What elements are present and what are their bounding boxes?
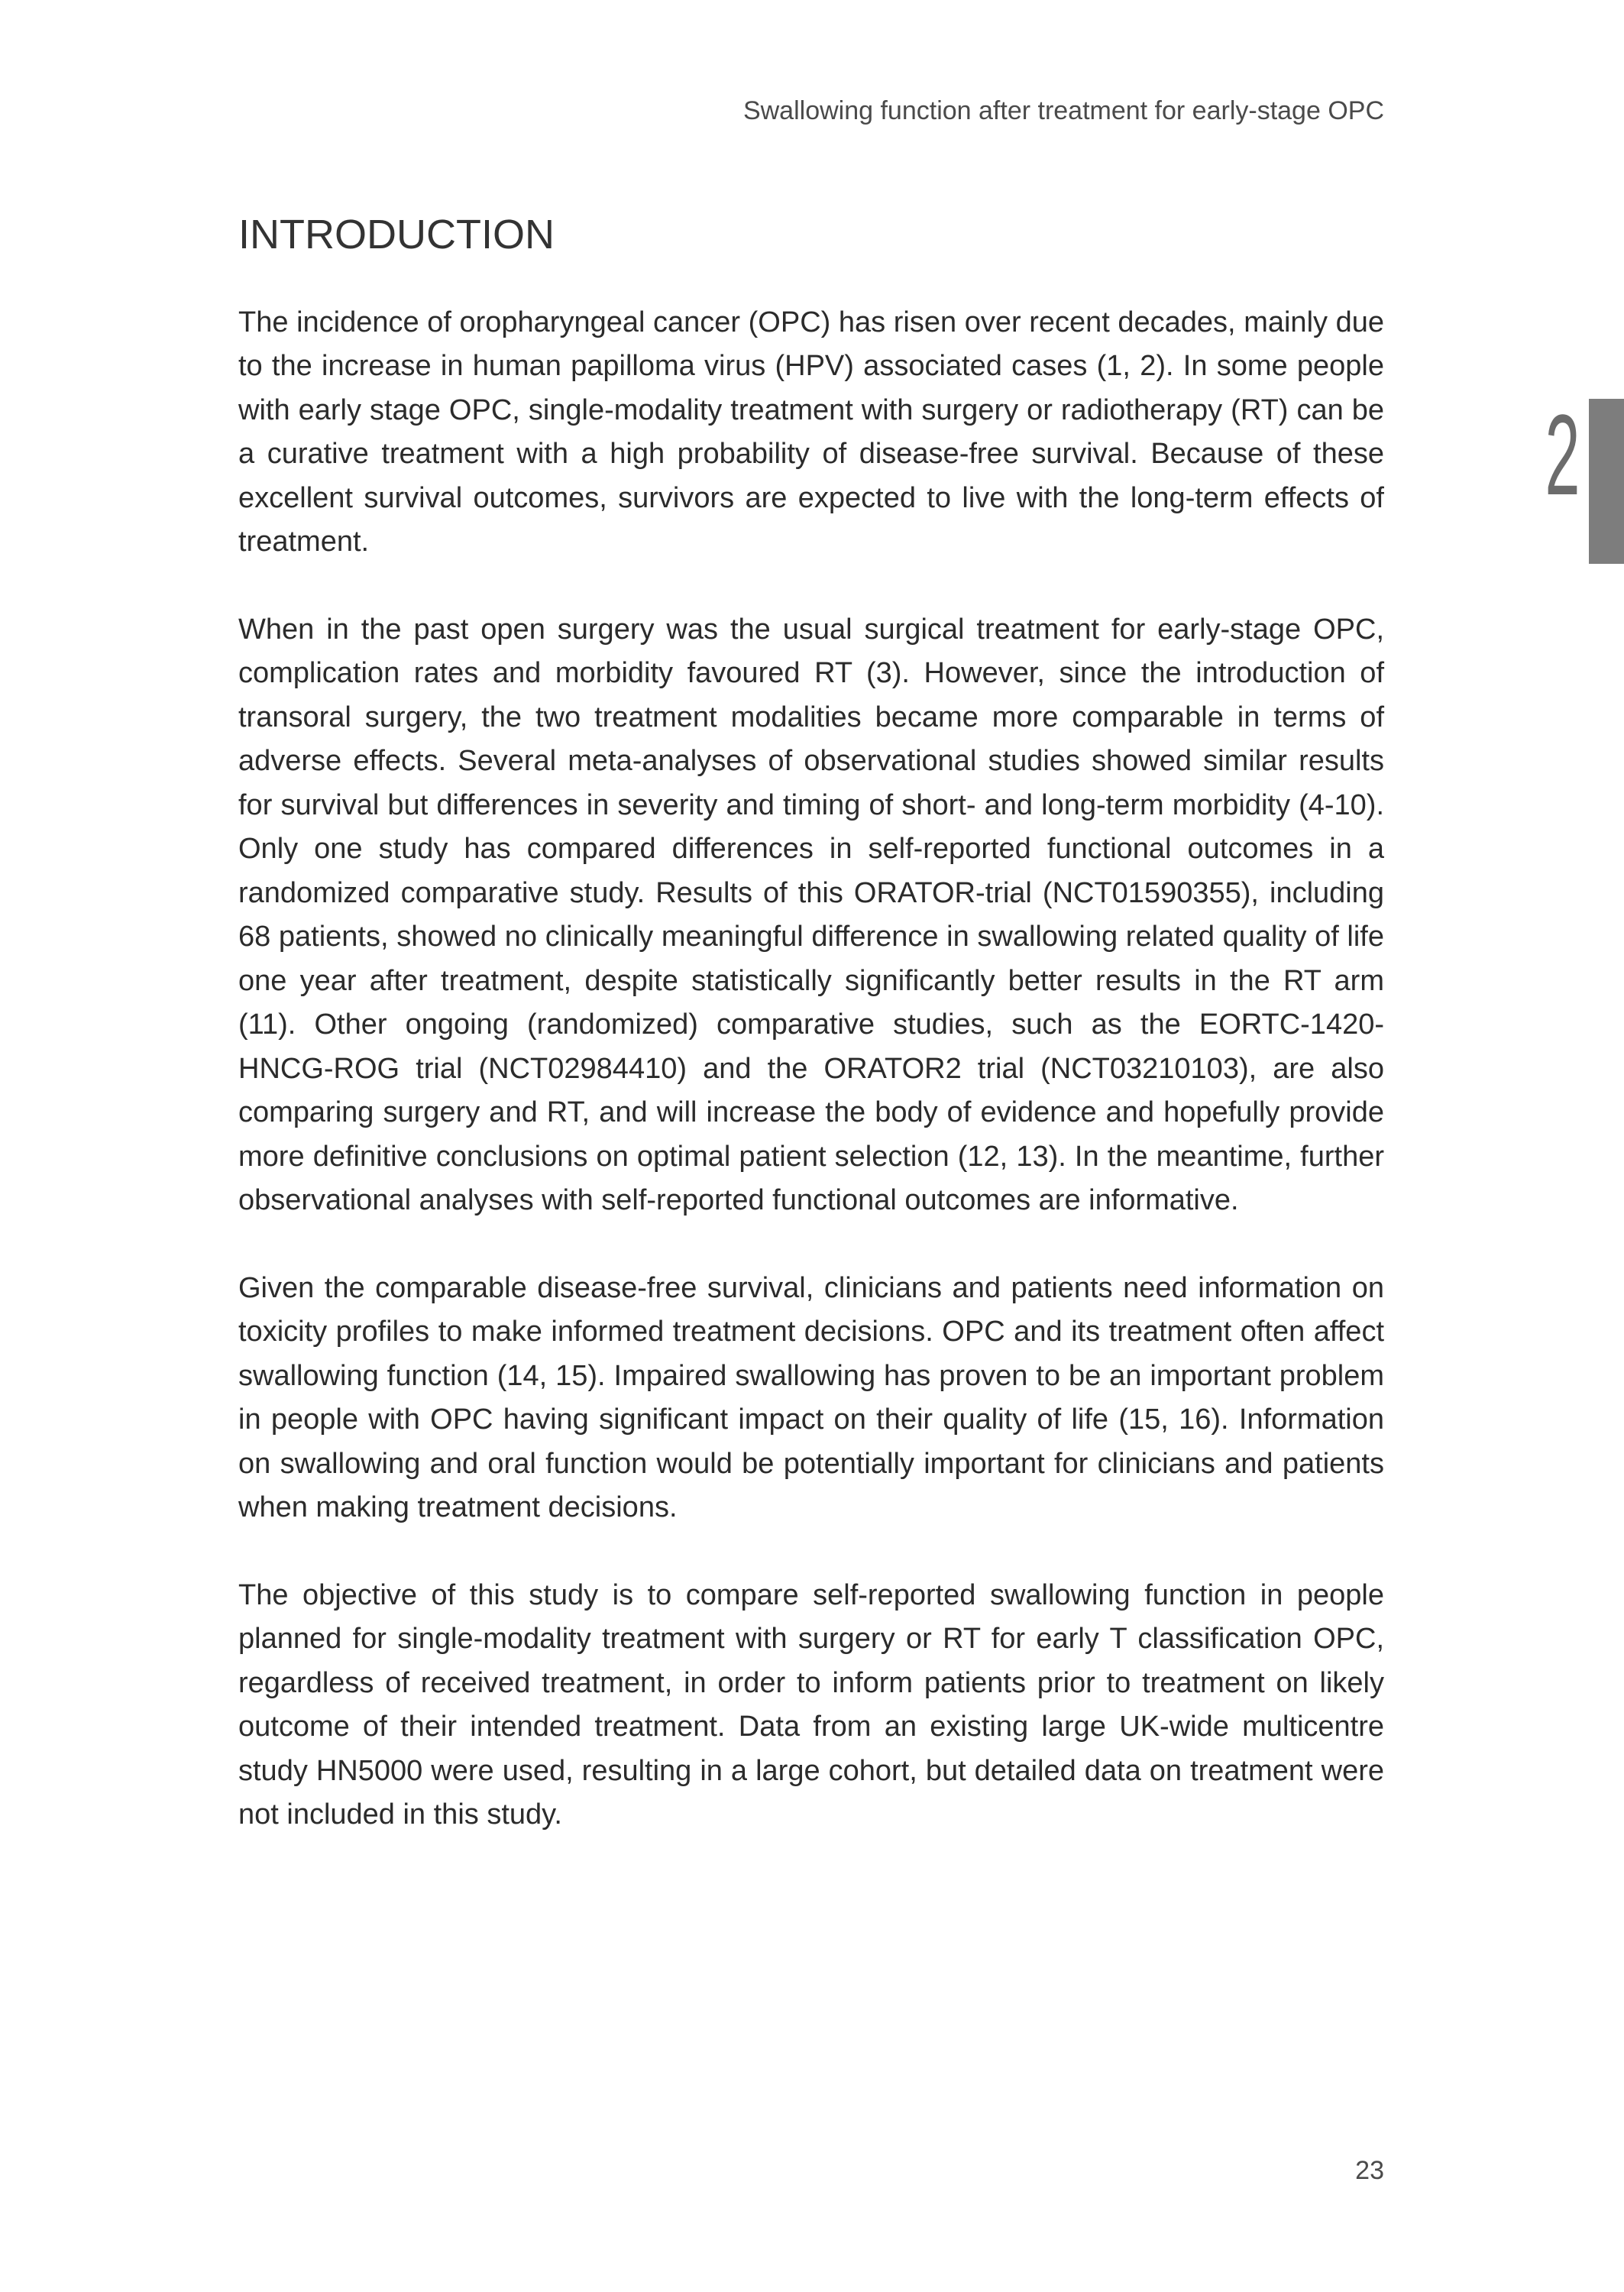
paragraph: The incidence of oropharyngeal cancer (OPC) has risen over recent decades, mainly due to the increase in human papilloma virus (HPV) associated cases (1, 2). In some people with early stage OPC, single-modality treatment with surgery or radiotherapy (RT) can be a curative treatment with a high probability of disease-free survival. Because of these excellent survival outcomes, survivors are expected to live with the long-term effects of treatment. <box>238 306 1384 558</box>
running-header: Swallowing function after treatment for early-stage OPC <box>742 96 1384 125</box>
page-number: 23 <box>1355 2156 1384 2185</box>
paragraph: When in the past open surgery was the usual surgical treatment for early-stage OPC, complication rates and morbidity favoured RT (3). However, since the introduction of transoral surgery, the two treatment modalities became more comparable in terms of adverse effects. Several meta-analyses of observational studies showed similar results for survival but differences in severity and timing of short- and long-term morbidity (4-10). Only one study has compared differences in self-reported functional outcomes in a randomized comparative study. Results of this ORATOR-trial (NCT01590355), including 68 patients, showed no clinically meaningful difference in swallowing related quality of life one year after treatment, despite statistically significantly better results in the RT arm (11). Other ongoing (randomized) comparative studies, such as the EORTC-1420-HNCG-ROG trial (NCT02984410) and the ORATOR2 trial (NCT03210103), are also comparing surgery and RT, and will increase the body of evidence and hopefully provide more definitive conclusions on optimal patient selection (12, 13). In the meantime, further observational analyses with self-reported functional outcomes are informative. <box>238 613 1384 1217</box>
chapter-tab-marker <box>1589 399 1624 564</box>
page-content <box>238 210 1384 1881</box>
paragraph: Given the comparable disease-free survival, clinicians and patients need information on toxicity profiles to make informed treatment decisions. OPC and its treatment often affect swallowing function (14, 15). Impaired swallowing has proven to be an important problem in people with OPC having significant impact on their quality of life (15, 16). Information on swallowing and oral function would be potentially important for clinicians and patients when making treatment decisions. <box>238 1271 1384 1524</box>
paragraph: The objective of this study is to compare self-reported swallowing function in people planned for single-modality treatment with surgery or RT for early T classification OPC, regardless of received treatment, in order to inform patients prior to treatment on likely outcome of their intended treatment. Data from an existing large UK-wide multicentre study HN5000 were used, resulting in a large cohort, but detailed data on treatment were not included in this study. <box>238 1578 1384 1831</box>
chapter-number: 2 <box>1545 390 1580 519</box>
section-heading: INTRODUCTION <box>238 212 555 257</box>
